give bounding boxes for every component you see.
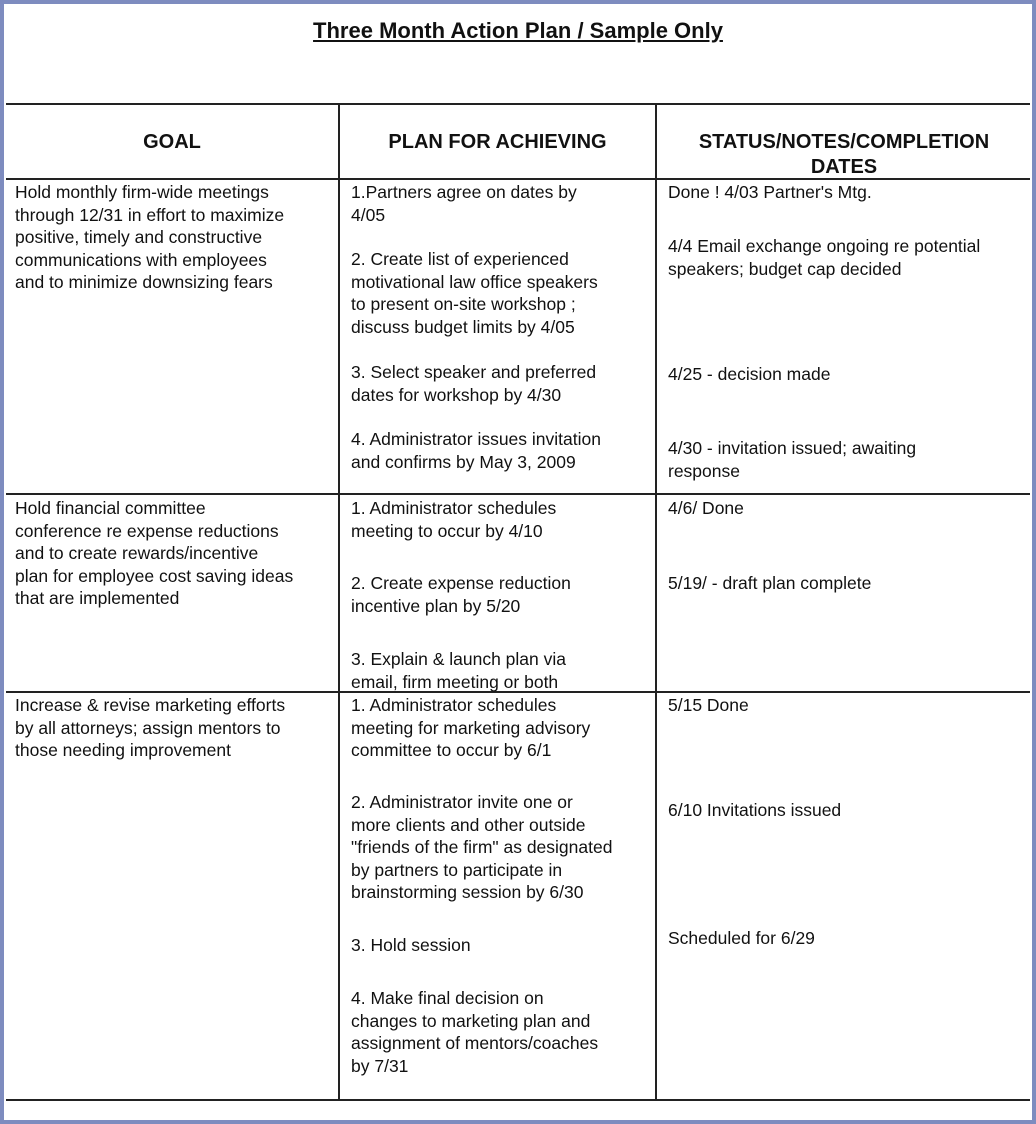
- status-note: 4/4 Email exchange ongoing re potential speakers; budget cap decided: [668, 236, 981, 279]
- plan-step: 1. Administrator schedules meeting for marketing advisory committee to occur by 6/1: [351, 695, 591, 760]
- plan-column-header: PLAN FOR ACHIEVING: [388, 131, 607, 153]
- goal-cell: Hold monthly firm-wide meetings through 12/31 in effort to maximize positive, timely and constructive communications with employees and to minimize downsizing fears: [15, 182, 285, 292]
- status-note: Scheduled for 6/29: [668, 928, 815, 948]
- row-divider: [6, 493, 1030, 495]
- status-note: 4/30 - invitation issued; awaiting response: [668, 438, 917, 481]
- goal-cell: Increase & revise marketing efforts by all attorneys; assign mentors to those needing improvement: [15, 695, 286, 760]
- plan-step: 3. Select speaker and preferred dates for workshop by 4/30: [351, 362, 597, 405]
- plan-step: 3. Hold session: [351, 935, 471, 955]
- goal-cell: Hold financial committee conference re expense reductions and to create rewards/incentive plan for employee cost saving ideas that are implemented: [15, 498, 294, 608]
- status-note: Done ! 4/03 Partner's Mtg.: [668, 182, 872, 202]
- table-top-border: [6, 103, 1030, 105]
- plan-step: 2. Create list of experienced motivational law office speakers to present on-site workshop ; discuss budget limits by 4/05: [351, 249, 598, 337]
- status-note: 4/6/ Done: [668, 498, 744, 518]
- plan-step: 2. Administrator invite one or more clients and other outside "friends of the firm" as designated by partners to participate in brainstorming session by 6/30: [351, 792, 613, 902]
- column-divider: [655, 103, 657, 1101]
- status-column-header: STATUS/NOTES/COMPLETION DATES: [698, 131, 990, 178]
- status-note: 6/10 Invitations issued: [668, 800, 842, 820]
- plan-step: 1. Administrator schedules meeting to occur by 4/10: [351, 498, 557, 541]
- plan-step: 3. Explain & launch plan via email, firm meeting or both: [351, 649, 566, 692]
- status-note: 5/15 Done: [668, 695, 749, 715]
- document-title: Three Month Action Plan / Sample Only: [313, 18, 723, 43]
- column-divider: [338, 103, 340, 1101]
- status-note: 4/25 - decision made: [668, 364, 831, 384]
- goal-column-header: GOAL: [143, 131, 201, 153]
- plan-step: 4. Administrator issues invitation and confirms by May 3, 2009: [351, 429, 601, 472]
- table-bottom-border: [6, 1099, 1030, 1101]
- plan-step: 4. Make final decision on changes to marketing plan and assignment of mentors/coaches by 7/31: [351, 988, 599, 1076]
- plan-step: 2. Create expense reduction incentive plan by 5/20: [351, 573, 571, 616]
- status-note: 5/19/ - draft plan complete: [668, 573, 872, 593]
- plan-step: 1.Partners agree on dates by 4/05: [351, 182, 577, 225]
